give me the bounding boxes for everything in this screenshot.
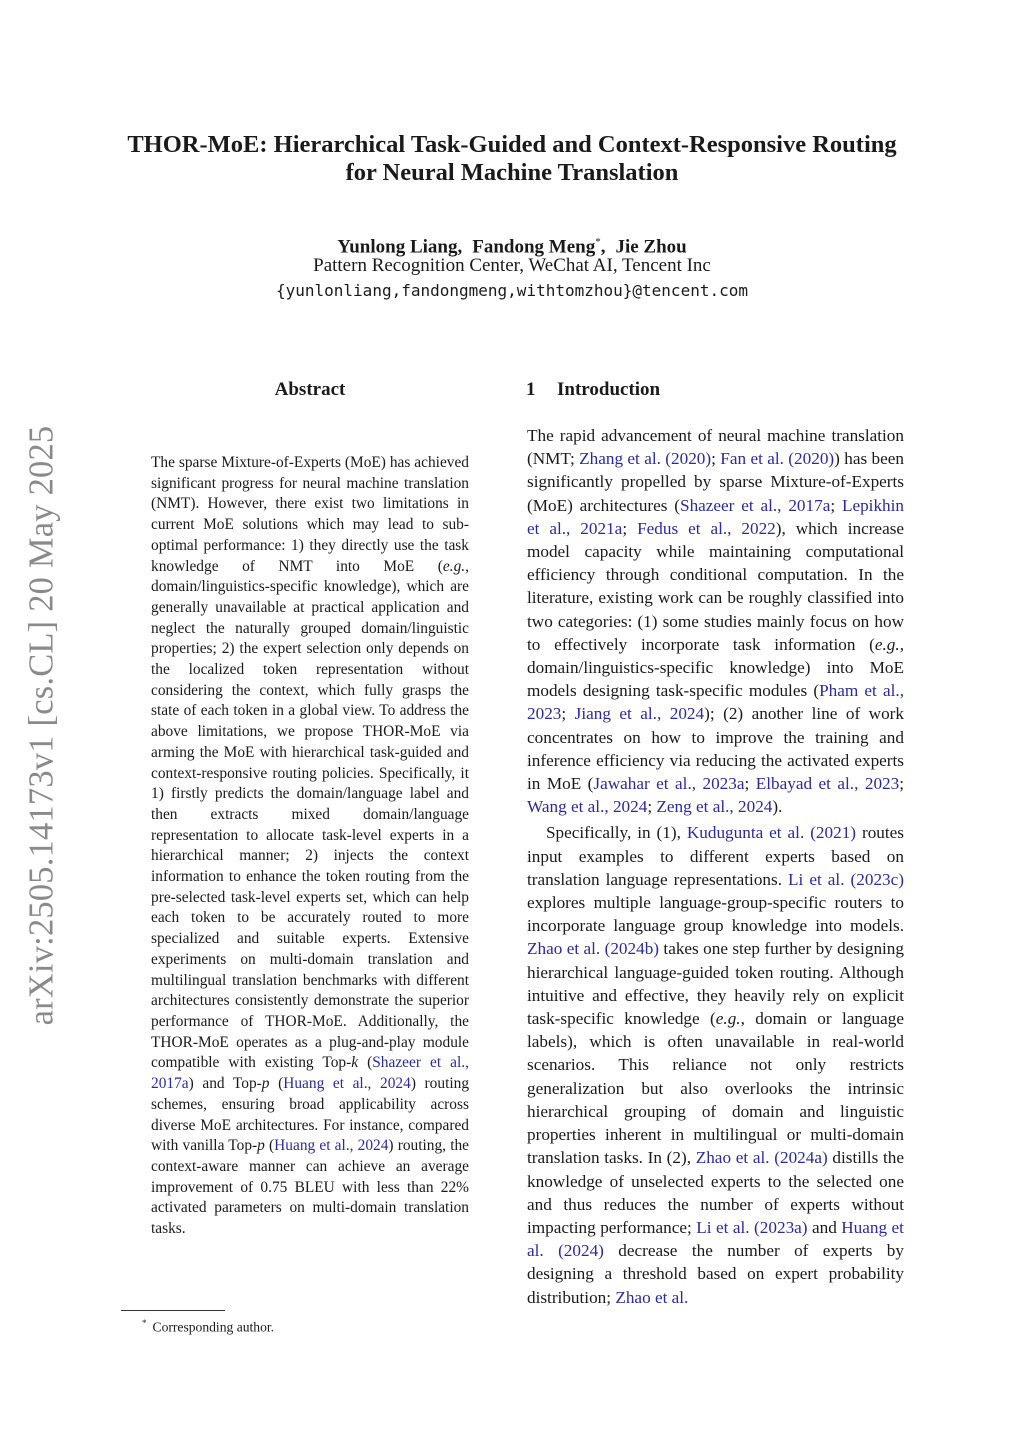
citation-link[interactable]: Jiang et al., 2024 <box>574 704 705 724</box>
author-2: Fandong Meng <box>472 236 596 258</box>
footnote-mark: * <box>142 1318 147 1328</box>
citation-link[interactable]: Huang et al., 2024 <box>283 1075 411 1093</box>
section-heading-introduction <box>526 377 906 403</box>
section-title: Introduction <box>557 379 661 400</box>
author-emails: {yunlonliang,fandongmeng,withtomzhou}@tencent.com <box>275 281 748 300</box>
citation-link[interactable]: Kudugunta et al. (2021) <box>686 823 857 843</box>
citation-link[interactable]: Lepikhin et al., 2021a <box>527 495 905 538</box>
author-1: Yunlong Liang, <box>337 236 463 258</box>
citation-link[interactable]: Fan et al. (2020) <box>720 449 835 469</box>
citation-link[interactable]: Zhao et al. <box>615 1287 689 1307</box>
arxiv-identifier-text: arXiv:2505.14173v1 [cs.CL] 20 May 2025 <box>22 425 61 1025</box>
citation-link[interactable]: Zhao et al. (2024a) <box>695 1148 828 1168</box>
footnote <box>142 1314 274 1337</box>
introduction-body <box>527 424 904 1309</box>
intro-paragraph-1: The rapid advancement of neural machine translation (NMT; Zhang et al. (2020); Fan et al. (2020)) has been significantly propelled by sparse Mixture-of-Experts (MoE) architectures (Shazeer et al., 2017a; Lepikhin et al., 2021a; Fedus et al., 2022), which increase model capacity while maintaining computational efficiency through conditional computation. In the literature, existing work can be roughly classified into two categories: (1) some studies mainly focus on how to effectively incorporate task information (e.g., domain/linguistics-specific knowledge) into MoE models designing task-specific modules (Pham et al., 2023; Jiang et al., 2024); (2) another line of work concentrates on how to improve the training and inference efficiency via reducing the activated experts in MoE (Jawahar et al., 2023a; Elbayad et al., 2023; Wang et al., 2024; Zeng et al., 2024). <box>527 426 905 817</box>
citation-link[interactable]: Shazeer et al., 2017a <box>680 495 831 515</box>
citation-link[interactable]: Huang et al. (2024) <box>527 1217 904 1261</box>
citation-link[interactable]: Zhang et al. (2020) <box>579 449 712 469</box>
title-line-1: THOR-MoE: Hierarchical Task-Guided and Context-Responsive Routing <box>127 131 897 158</box>
footnote-rule <box>121 1310 225 1311</box>
citation-link[interactable]: Elbayad et al., 2023 <box>755 774 900 794</box>
title-line-2: for Neural Machine Translation <box>345 159 679 186</box>
citation-link[interactable]: Li et al. (2023c) <box>788 869 904 889</box>
author-3: Jie Zhou <box>615 236 687 258</box>
citation-link[interactable]: Pham et al., 2023 <box>527 681 904 724</box>
corresponding-author-mark: * <box>595 236 601 248</box>
citation-link[interactable]: Shazeer et al., 2017a <box>151 1054 469 1093</box>
author-2-comma: , <box>600 236 606 258</box>
abstract-body: The sparse Mixture-of-Experts (MoE) has achieved significant progress for neural machine translation (NMT). However, there exist two limitations in current MoE solutions which may lead to sub-optimal performance: 1) they directly use the task knowledge of NMT into MoE (e.g., domain/linguistics-specific knowledge), which are generally unavailable at practical application and neglect the naturally grouped domain/linguistic properties; 2) the expert selection only depends on the localized token representation without considering the context, which fully grasps the state of each token in a global view. To address the above limitations, we propose THOR-MoE via arming the MoE with hierarchical task-guided and context-responsive routing policies. Specifically, it 1) firstly predicts the domain/language label and then extracts mixed domain/language representation to allocate task-level experts in a hierarchical manner; 2) injects the context information to enhance the token routing from the pre-selected task-level experts set, which can help each token to be accurately routed to more specialized and suitable experts. Extensive experiments on multi-domain translation and multilingual translation benchmarks with different architectures consistently demonstrate the superior performance of THOR-MoE. Additionally, the THOR-MoE operates as a plug-and-play module compatible with existing Top-k (Shazeer et al., 2017a) and Top-p (Huang et al., 2024) routing schemes, ensuring broad applicability across diverse MoE architectures. For instance, compared with vanilla Top-p (Huang et al., 2024) routing, the context-aware manner can achieve an average improvement of 0.75 BLEU with less than 22% activated parameters on multi-domain translation tasks. <box>151 454 470 1238</box>
citation-link[interactable]: Zhao et al. (2024b) <box>527 939 660 959</box>
citation-link[interactable]: Zeng et al., 2024 <box>656 797 773 817</box>
paper-title <box>100 131 924 187</box>
section-number: 1 <box>526 379 536 400</box>
footnote-text: Corresponding author. <box>152 1319 275 1335</box>
citation-link[interactable]: Huang et al., 2024 <box>274 1137 389 1155</box>
affiliation: Pattern Recognition Center, WeChat AI, Tencent Inc <box>313 255 711 276</box>
citation-link[interactable]: Li et al. (2023a) <box>696 1217 808 1237</box>
citation-link[interactable]: Jawahar et al., 2023a <box>593 774 745 794</box>
intro-paragraph-2: Specifically, in (1), Kudugunta et al. (2021) routes input examples to different experts based on translation language representations. Li et al. (2023c) explores multiple language-group-specific routers to incorporate language group knowledge into models. Zhao et al. (2024b) takes one step further by designing hierarchical language-guided token routing. Although intuitive and effective, they heavily rely on explicit task-specific knowledge (e.g., domain or language labels), which is often unavailable in real-world scenarios. This reliance not only restricts generalization but also overlooks the intrinsic hierarchical grouping of domain and linguistic properties inherent in multilingual or multi-domain translation tasks. In (2), Zhao et al. (2024a) distills the knowledge of unselected experts to the selected one and thus reduces the number of experts without impacting performance; Li et al. (2023a) and Huang et al. (2024) decrease the number of experts by designing a threshold based on expert probability distribution; Zhao et al. <box>527 823 904 1307</box>
citation-link[interactable]: Wang et al., 2024 <box>527 797 648 817</box>
arxiv-identifier <box>22 420 62 1030</box>
citation-link[interactable]: Fedus et al., 2022 <box>637 518 776 538</box>
abstract-heading: Abstract <box>274 379 346 400</box>
